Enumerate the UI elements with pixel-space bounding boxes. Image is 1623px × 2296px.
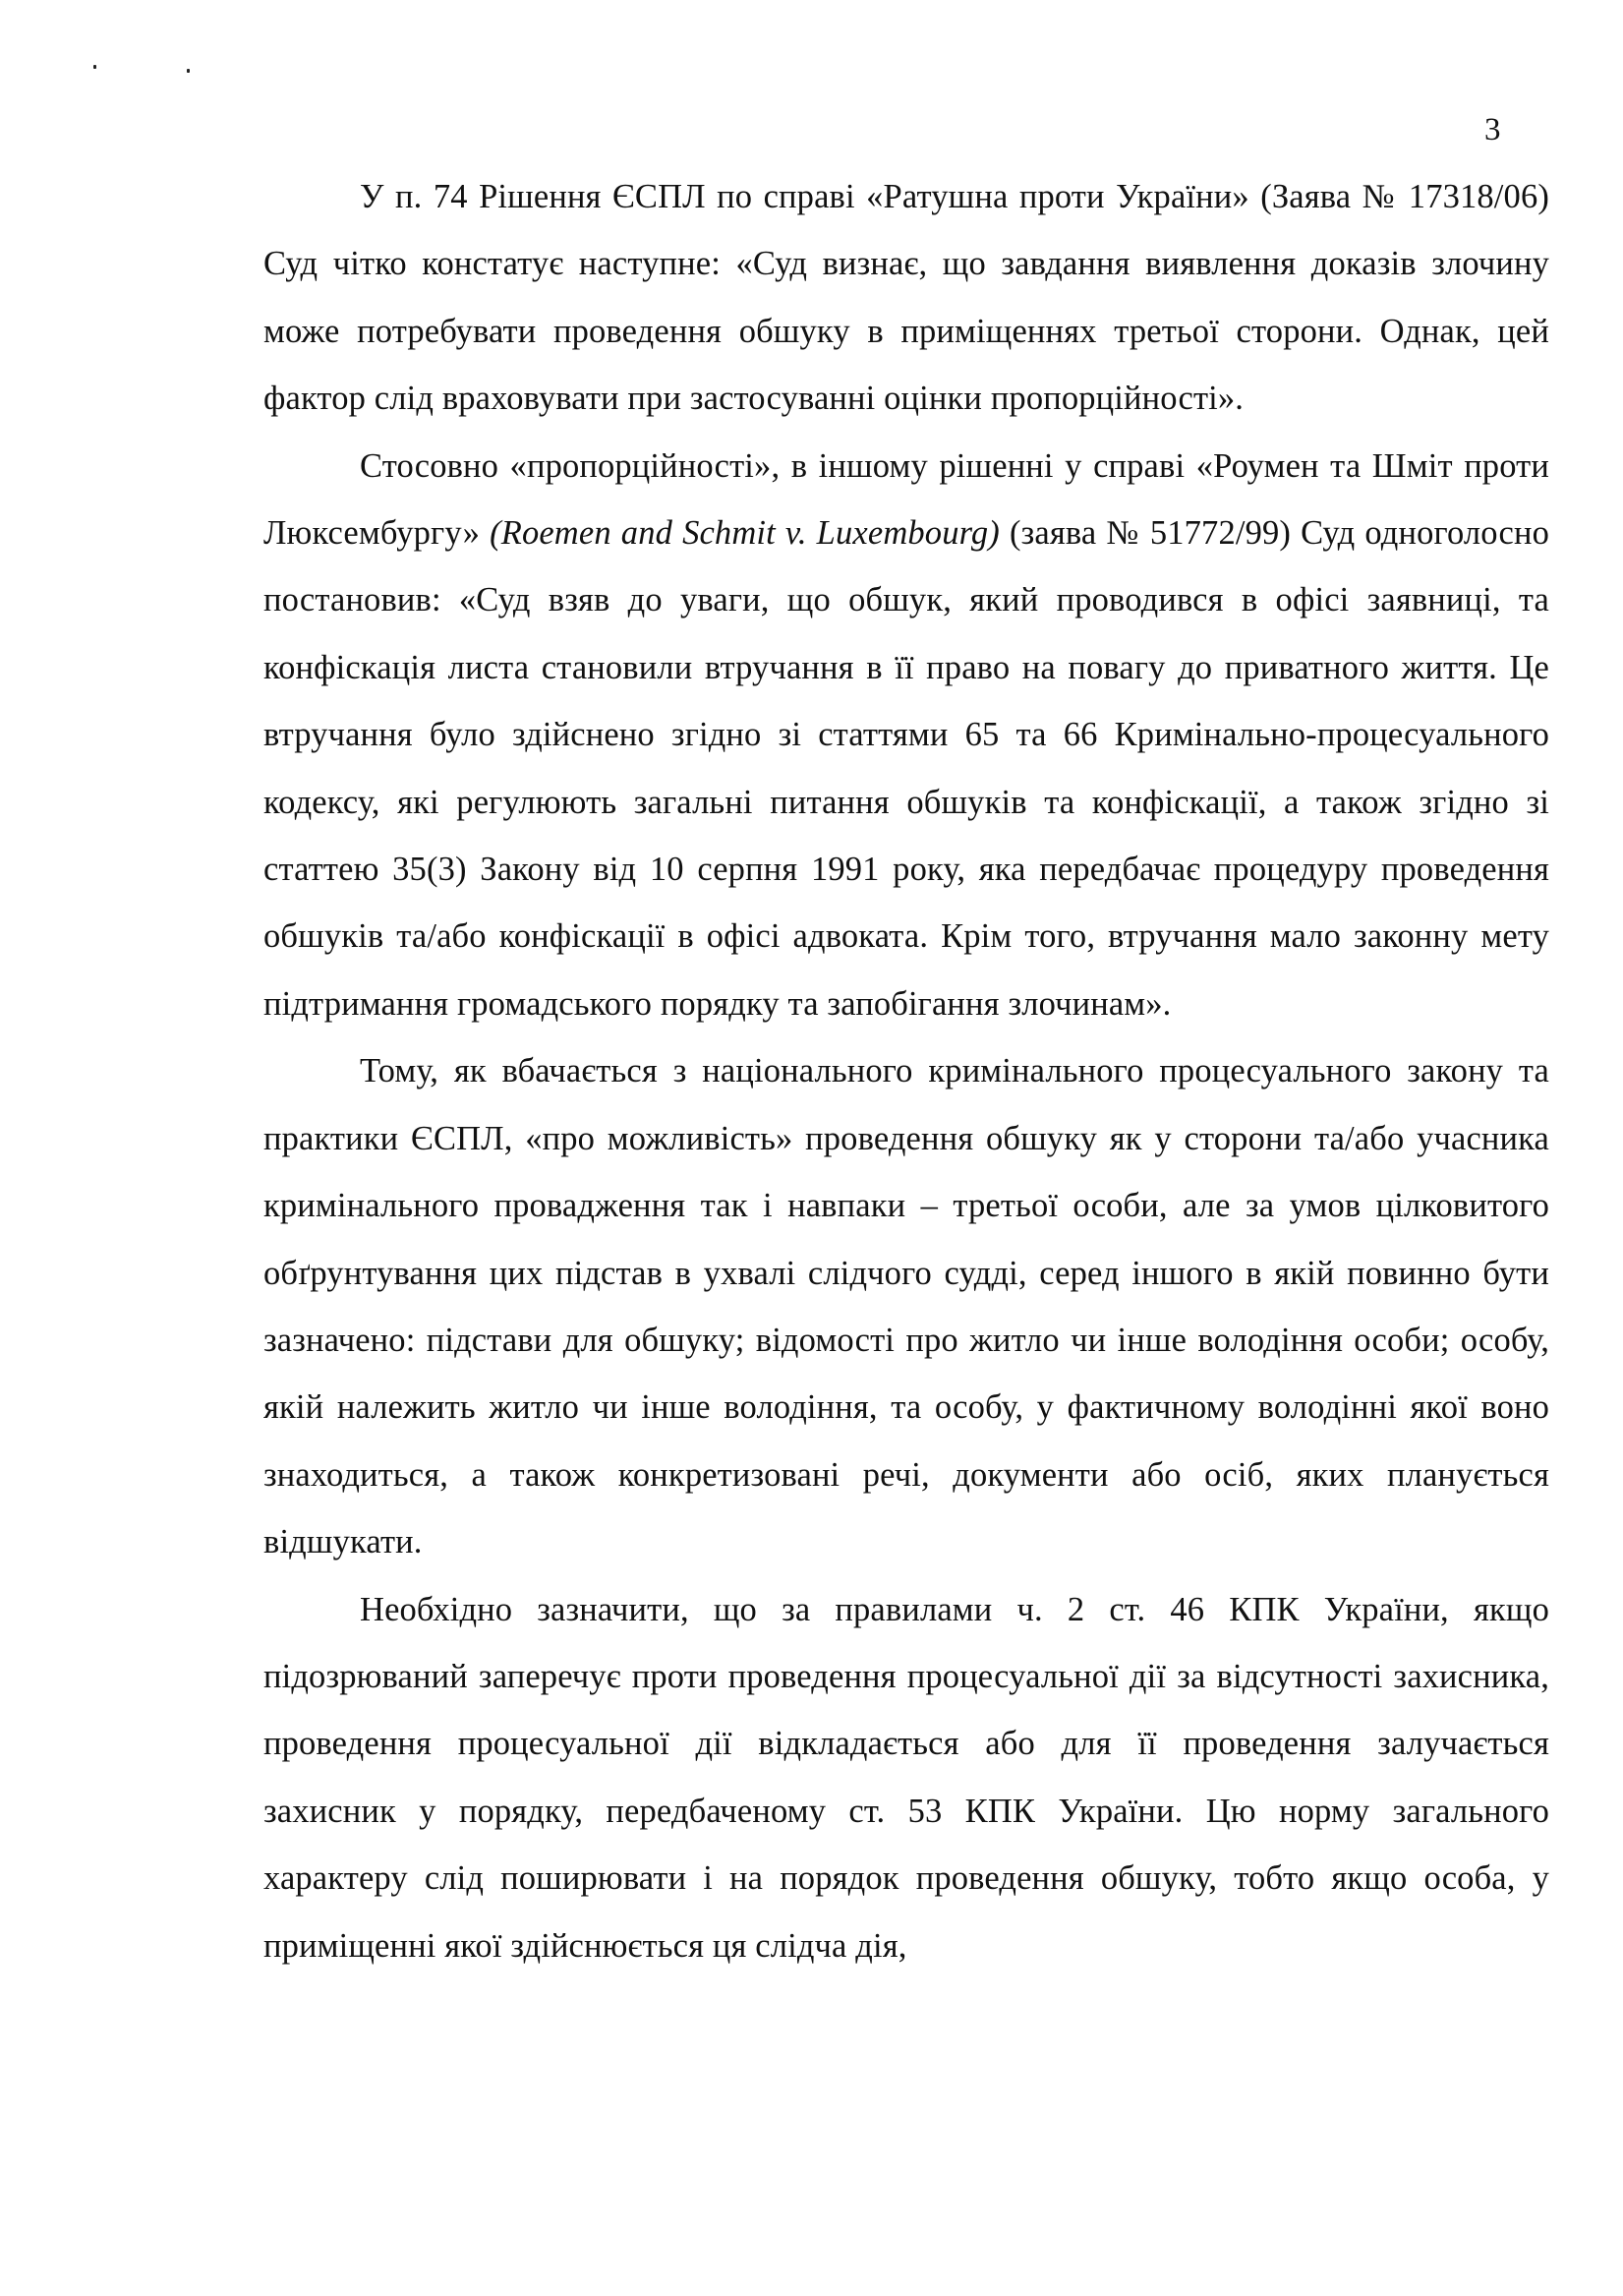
paragraph-text: Тому, як вбачається з національного кримінального процесуального закону та практики ЄСПЛ, «про можливість» проведення обшуку як у сторони та/або учасника кримінального провадження так і навпаки – третьої особи, але за умов цілковитого обґрунтування цих підстав в ухвалі слідчого судді, серед іншого в якій повинно бути зазначено: підстави для обшуку; відомості про житло чи інше володіння особи; особу, якій належить житло чи інше володіння, та особу, у фактичному володінні якої воно знаходиться, а також конкретизовані речі, документи або осіб, яких планується відшукати.	[263, 1052, 1549, 1561]
scan-speck	[187, 69, 190, 73]
paragraph-roemen	[263, 433, 1549, 1038]
paragraph-defender	[263, 1576, 1549, 1979]
paragraph-conclusion	[263, 1037, 1549, 1575]
paragraph-text: (заява № 51772/99) Суд одноголосно постановив: «Суд взяв до уваги, що обшук, який проводився в офісі заявниці, та конфіскація листа становили втручання в її право на повагу до приватного життя. Це втручання було здійснено згідно зі статтями 65 та 66 Кримінально-процесуального кодексу, які регулюють загальні питання обшуків та конфіскації, а також згідно зі статтею 35(3) Закону від 10 серпня 1991 року, яка передбачає процедуру проведення обшуків та/або конфіскації в офісі адвоката. Крім того, втручання мало законну мету підтримання громадського порядку та запобігання злочинам».	[263, 514, 1549, 1023]
paragraph-ratushna	[263, 163, 1549, 433]
paragraph-text: Необхідно зазначити, що за правилами ч. 2 ст. 46 КПК України, якщо підозрюваний заперечує проти проведення процесуальної дії за відсутності захисника, проведення процесуальної дії відкладається або для її проведення залучається захисник у порядку, передбаченому ст. 53 КПК України. Цю норму загального характеру слід поширювати і на порядок проведення обшуку, тобто якщо особа, у приміщенні якої здійснюється ця слідча дія,	[263, 1590, 1549, 1965]
paragraph-text: Стосовно «пропорційності», в іншому рішенні у справі «Роумен та Шміт проти Люксембургу»	[263, 446, 1549, 553]
page-number: 3	[1484, 112, 1501, 147]
scan-speck	[93, 65, 96, 69]
paragraph-text: У п. 74 Рішення ЄСПЛ по справі «Ратушна проти України» (Заява № 17318/06) Суд чітко констатує наступне: «Суд визнає, що завдання виявлення доказів злочину може потребувати проведення обшуку в приміщеннях третьої сторони. Однак, цей фактор слід враховувати при застосуванні оцінки пропорційності».	[263, 178, 1549, 418]
document-body	[263, 163, 1549, 1979]
case-name-english: (Roemen and Schmit v. Luxembourg)	[490, 514, 1000, 553]
